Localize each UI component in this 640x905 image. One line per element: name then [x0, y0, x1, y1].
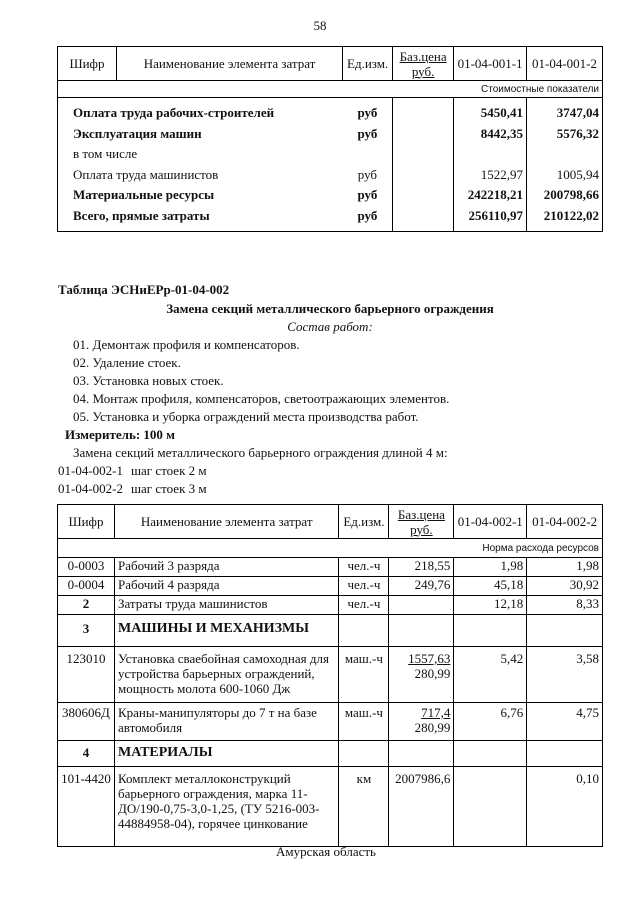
cell-name: Комплект металлоконструкций барьерного ограждения, марка 11-ДО/190-0,75-3,0-1,25, (ТУ 5216-003-44884958-04), горячее цинкование	[114, 767, 338, 847]
section-title: МАШИНЫ И МЕХАНИЗМЫ	[114, 615, 338, 647]
cell-price	[389, 596, 454, 615]
header-col1: 01-04-001-1	[454, 47, 527, 81]
works-title: Состав работ:	[287, 319, 373, 334]
row-value-1: 256110,97	[468, 207, 524, 223]
cell-price-top: 717,4	[421, 705, 451, 720]
cell-code: 4	[58, 741, 115, 767]
row-name: Всего, прямые затраты	[73, 207, 210, 223]
header-name: Наименование элемента затрат	[116, 47, 342, 81]
row-unit: руб	[357, 125, 378, 141]
row-value-1: 1522,97	[480, 166, 524, 182]
row-name: в том числе	[73, 146, 138, 161]
table-row	[58, 596, 603, 615]
table-row	[58, 558, 603, 577]
header-col2: 01-04-002-2	[527, 505, 603, 539]
cell-code: 2	[58, 596, 115, 615]
cell-price-bottom: 280,99	[414, 666, 451, 681]
section-row	[58, 615, 603, 647]
section-caption: Стоимостные показатели	[58, 81, 603, 98]
row-value-2: 200798,66	[543, 187, 599, 202]
cell-unit: км	[339, 767, 389, 847]
row-name: Эксплуатация машин	[73, 125, 202, 141]
page-number: 58	[313, 18, 327, 33]
cell-price-top: 1557,63	[408, 651, 451, 666]
cell-price: 218,55	[389, 558, 454, 577]
header-base-price: Баз.цена руб.	[389, 505, 454, 539]
cell-name: Затраты труда машинистов	[114, 596, 338, 615]
row-value-2: 5576,32	[556, 125, 599, 141]
cost-table	[57, 46, 603, 232]
cell-value-2: 4,75	[527, 703, 603, 741]
cell-value-1: 6,76	[454, 703, 527, 741]
row-value-2: 210122,02	[543, 207, 599, 223]
table-row	[58, 703, 603, 741]
header-col1: 01-04-002-1	[454, 505, 527, 539]
header-col2: 01-04-001-2	[527, 47, 603, 81]
cell-code: 0-0004	[58, 577, 115, 596]
cell-value-1: 5,42	[454, 647, 527, 703]
cell-value-2: 0,10	[527, 767, 603, 847]
cell-value-1: 45,18	[454, 577, 527, 596]
cell-value-2: 3,58	[527, 647, 603, 703]
header-unit: Ед.изм.	[339, 505, 389, 539]
variant-code: 01-04-002-2	[58, 481, 123, 496]
work-item: 03. Установка новых стоек.	[73, 373, 224, 388]
subtitle: Замена секций металлического барьерного ограждения	[166, 301, 494, 316]
table-row	[58, 647, 603, 703]
cell-code: 123010	[58, 647, 115, 703]
table-title: Таблица ЭСНиЕРр-01-04-002	[58, 282, 230, 297]
cell-name: Краны-манипуляторы до 7 т на базе автомобиля	[114, 703, 338, 741]
work-item: 02. Удаление стоек.	[73, 355, 181, 370]
section-caption: Норма расхода ресурсов	[58, 539, 603, 558]
footer: Амурская область	[276, 844, 376, 859]
description: Замена секций металлического барьерного ограждения длиной 4 м:	[73, 445, 448, 460]
measure: Измеритель: 100 м	[65, 427, 176, 442]
row-name: Оплата труда машинистов	[73, 166, 219, 182]
work-item: 05. Установка и уборка ограждений места производства работ.	[73, 409, 419, 424]
table-row	[58, 767, 603, 847]
resource-table	[57, 504, 603, 847]
cell-unit: чел.-ч	[339, 577, 389, 596]
cell-unit: чел.-ч	[339, 596, 389, 615]
cell-unit: маш.-ч	[339, 647, 389, 703]
row-value-1: 5450,41	[480, 105, 524, 120]
header-code: Шифр	[58, 47, 117, 81]
cell-code: 0-0003	[58, 558, 115, 577]
row-value-1: 242218,21	[467, 187, 524, 202]
cell-name: Установка сваебойная самоходная для устройства барьерных ограждений, мощность молота 600-1060 Дж	[114, 647, 338, 703]
row-unit: руб	[357, 207, 378, 223]
cell-name: Рабочий 3 разряда	[114, 558, 338, 577]
header-unit: Ед.изм.	[343, 47, 393, 81]
cell-name: Рабочий 4 разряда	[114, 577, 338, 596]
variant-text: шаг стоек 2 м	[131, 463, 207, 478]
cell-price: 249,76	[389, 577, 454, 596]
row-value-2: 3747,04	[556, 105, 599, 120]
cell-value-1	[454, 767, 527, 847]
row-value-1: 8442,35	[480, 125, 524, 141]
header-code: Шифр	[58, 505, 115, 539]
row-name: Оплата труда рабочих-строителей	[73, 105, 275, 120]
section-row	[58, 741, 603, 767]
row-unit: руб	[357, 187, 378, 202]
row-value-2: 1005,94	[556, 166, 599, 182]
cell-price-bottom: 280,99	[414, 720, 451, 735]
cell-code: 101-4420	[58, 767, 115, 847]
section-title: МАТЕРИАЛЫ	[114, 741, 338, 767]
cell-unit: маш.-ч	[339, 703, 389, 741]
header-base-price: Баз.цена руб.	[393, 47, 454, 81]
cell-value-2: 30,92	[527, 577, 603, 596]
cell-code: 3	[58, 615, 115, 647]
cell-value-2: 1,98	[527, 558, 603, 577]
variant-text: шаг стоек 3 м	[131, 481, 207, 496]
work-item: 01. Демонтаж профиля и компенсаторов.	[73, 337, 300, 352]
cell-price: 2007986,6	[389, 767, 454, 847]
cell-unit: чел.-ч	[339, 558, 389, 577]
work-item: 04. Монтаж профиля, компенсаторов, светоотражающих элементов.	[73, 391, 450, 406]
header-name: Наименование элемента затрат	[114, 505, 338, 539]
row-unit: руб	[357, 105, 378, 120]
variant-code: 01-04-002-1	[58, 463, 123, 478]
row-name: Материальные ресурсы	[73, 187, 215, 202]
cell-value-1: 1,98	[454, 558, 527, 577]
cell-code: 380606Д	[58, 703, 115, 741]
cell-value-1: 12,18	[454, 596, 527, 615]
row-unit: руб	[357, 166, 378, 182]
table-row	[58, 577, 603, 596]
cell-value-2: 8,33	[527, 596, 603, 615]
